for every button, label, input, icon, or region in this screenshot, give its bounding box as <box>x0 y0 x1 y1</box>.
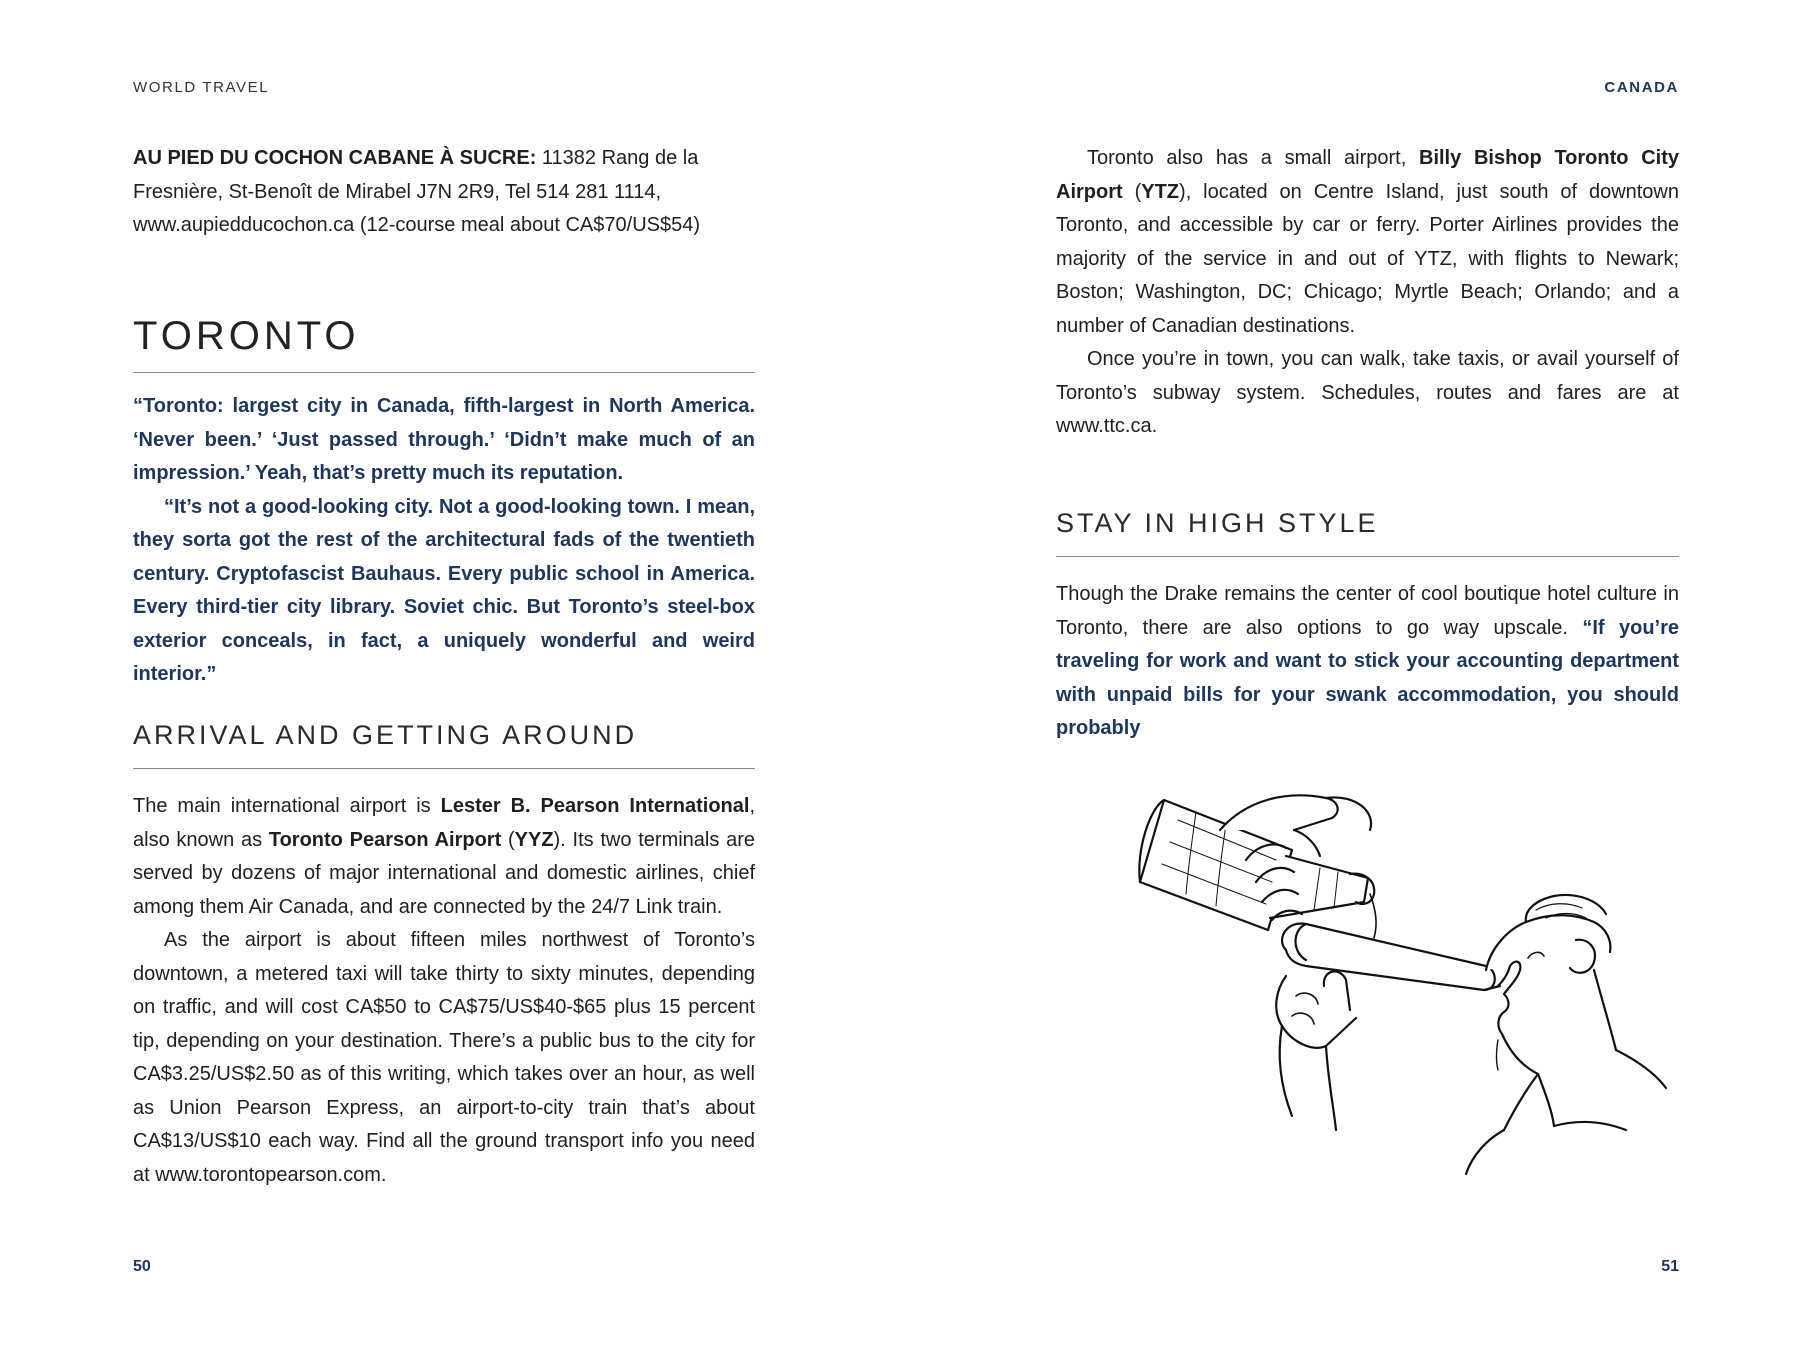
section-heading-stay: STAY IN HIGH STYLE <box>1056 508 1379 538</box>
right-paragraph-1: Toronto also has a small airport, Billy Bishop Toronto City Airport (YTZ), located on Centre Island, just south of downtown Toronto, and accessible by car or ferry. Porter Airlines provides the majority of the service in and out of YTZ, with flights to Newark; Boston; Washington, DC; Chicago; Myrtle Beach; Orlando; and a number of Canadian destinations. <box>1056 147 1680 337</box>
page-number-right: 51 <box>1661 1258 1679 1275</box>
city-heading: TORONTO <box>133 314 360 358</box>
listing-name: AU PIED DU COCHON CABANE À SUCRE: <box>133 147 537 169</box>
right-paragraph-2: Once you’re in town, you can walk, take taxis, or avail yourself of Toronto’s subway system. Schedules, routes and fares are at www.ttc.ca. <box>1056 348 1679 437</box>
section-rule <box>133 768 755 769</box>
arrival-paragraph-1: The main international airport is Lester B. Pearson International, also known as Toronto Pearson Airport (YYZ). Its two terminals are served by dozens of major international and domestic airlines, chief among them Air Canada, and are connected by the 24/7 Link train. <box>133 795 756 918</box>
right-page <box>1056 0 1679 1350</box>
stay-quote: “If you’re traveling for work and want to stick your accounting department with unpaid bills for your swank accommodation, you should probably <box>1056 616 1679 739</box>
page-number-left: 50 <box>133 1258 151 1275</box>
quote-paragraph-2: “It’s not a good-looking city. Not a good-looking town. I mean, they sorta got the rest of the architectural fads of the twentieth century. Cryptofascist Bauhaus. Every public school in America. Every third-tier city library. Soviet chic. But Toronto’s steel-box exterior conceals, in fact, a uniquely wonderful and weird interior.” <box>133 495 755 685</box>
running-head-left: WORLD TRAVEL <box>133 79 270 96</box>
arrival-body <box>133 790 755 1192</box>
restaurant-listing <box>133 142 755 243</box>
section-rule-right <box>1056 556 1679 557</box>
city-airport-name-bold: Billy Bishop Toronto City Airport <box>1056 147 1679 203</box>
heading-rule <box>133 372 755 373</box>
section-heading-arrival: ARRIVAL AND GETTING AROUND <box>133 720 638 750</box>
man-drinking-from-bottle-illustration-icon <box>1106 790 1706 1190</box>
arrival-paragraph-2: As the airport is about fifteen miles northwest of Toronto’s downtown, a metered taxi will take thirty to sixty minutes, depending on traffic, and will cost CA$50 to CA$75/US$40-$65 plus 15 percent tip, depending on your destination. There’s a public bus to the city for CA$3.25/US$2.50 as of this writing, which takes over an hour, as well as Union Pearson Express, an airport-to-city train that’s about CA$13/US$10 each way. Find all the ground transport info you need at www.torontopearson.com. <box>133 929 755 1186</box>
pull-quote <box>133 390 755 692</box>
stay-paragraph: Though the Drake remains the center of cool boutique hotel culture in Toronto, there are also options to go way upscale. “If you’re traveling for work and want to stick your accounting department with unpaid bills for your swank accommodation, you should probably <box>1056 583 1679 739</box>
city-airport-text <box>1056 142 1679 444</box>
quote-paragraph-1: “Toronto: largest city in Canada, fifth-largest in North America. ‘Never been.’ ‘Just passed through.’ ‘Didn’t make much of an impression.’ Yeah, that’s pretty much its reputation. <box>133 395 755 484</box>
listing-details: 11382 Rang de la Fresnière, St-Benoît de Mirabel J7N 2R9, Tel 514 281 1114, www.aupiedducochon.ca (12-course meal about CA$70/US$54) <box>133 147 701 236</box>
running-head-right: CANADA <box>1604 79 1679 96</box>
stay-body <box>1056 578 1679 746</box>
left-page <box>133 0 755 1350</box>
airport-name-bold: Lester B. Pearson International <box>440 795 750 817</box>
